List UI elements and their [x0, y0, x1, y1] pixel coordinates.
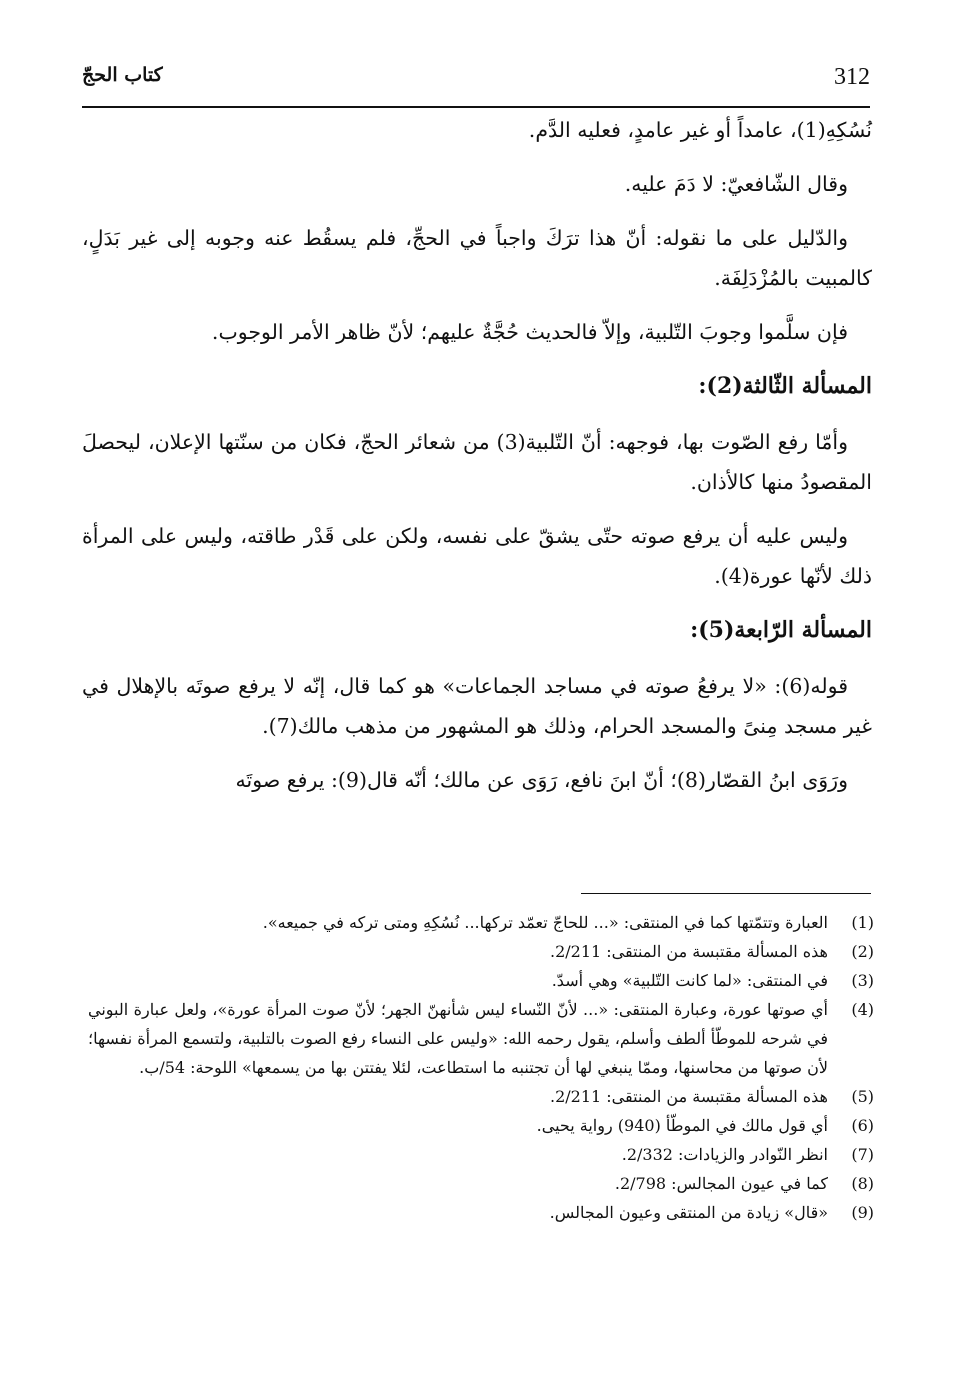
footnote	[88, 966, 878, 995]
footnote-text: كما في عيون المجالس: 2/798.	[614, 1174, 828, 1193]
footnote	[88, 1082, 878, 1111]
footnote	[88, 1198, 878, 1227]
page-number: 312	[834, 64, 870, 90]
footnote-text: أي صوتها عورة، وعبارة المنتقى: «... لأنّ النّساء ليس شأنهنّ الجهر؛ لأنّ صوت المرأة عورة»، ولعل عبارة البوني في شرحه للموطّأ ألطف وأسلم، يقول رحمه الله: «وليس على النساء رفع الصوت بالتلبية، ولتسمع المرأة نفسها؛ لأن صوتها من محاسنها، وممّا ينبغي لها أن تجتنبه ما استطاعت، لئلا يفتتن بها من يسمعها» اللوحة: 54/ب.	[88, 1000, 828, 1077]
paragraph-6: وليس عليه أن يرفع صوته حتّى يشقّ على نفسه، ولكن على قَدْر طاقته، وليس على المرأة ذلك لأنّها عورة(4).	[82, 524, 872, 588]
paragraph-2: وقال الشّافعيّ: لا دَمَ عليه.	[624, 172, 848, 196]
footnote-text: هذه المسألة مقتبسة من المنتقى: 2/211.	[550, 942, 828, 961]
main-text	[82, 110, 872, 814]
paragraph-5: وأمّا رفع الصّوت بها، فوجهه: أنّ التّلبية(3) من شعائر الحجّ، فكان من سنّتها الإعلان، ليحصلَ المقصودُ منها كالأذان.	[82, 430, 872, 494]
footnote	[88, 1111, 878, 1140]
footnote-divider	[581, 893, 871, 894]
footnote-number: (3)	[851, 971, 874, 990]
footnote-number: (8)	[851, 1174, 874, 1193]
footnote-number: (7)	[851, 1145, 874, 1164]
footnote-number: (6)	[851, 1116, 874, 1135]
footnote	[88, 1169, 878, 1198]
paragraph-7: قوله(6): «لا يرفعُ صوته في مساجد الجماعات» هو كما قال، إنّه لا يرفع صوتَه بالإهلال في غير مسجد مِنىً والمسجد الحرام، وذلك هو المشهور من مذهب مالك(7).	[82, 674, 872, 738]
footnote	[88, 995, 878, 1082]
paragraph-4: فإن سلَّموا وجوبَ التّلبية، وإلاّ فالحديث حُجَّةٌ عليهم؛ لأنّ ظاهر الأمر الوجوب.	[211, 320, 848, 344]
footnote-text: في المنتقى: «لما كانت التّلبية» وهي أسدّ.	[551, 971, 828, 990]
page-header	[82, 58, 870, 108]
section-heading-3: المسألة الثّالثة(2):	[698, 373, 872, 399]
footnote-text: أي قول مالك في الموطّأ (940) رواية يحيى.	[536, 1116, 828, 1135]
paragraph-8: ورَوَى ابنُ القصّار(8)؛ أنّ ابنَ نافع، رَوَى عن مالك؛ أنّه قال(9): يرفع صوتَه	[235, 768, 848, 792]
footnote-text: «قال» زيادة من المنتقى وعيون المجالس.	[549, 1203, 828, 1222]
footnote-text: هذه المسألة مقتبسة من المنتقى: 2/211.	[550, 1087, 828, 1106]
footnote-number: (5)	[851, 1087, 874, 1106]
footnote-text: انظر النّوادر والزيادات: 2/332.	[621, 1145, 828, 1164]
footnote	[88, 1140, 878, 1169]
footnote	[88, 937, 878, 966]
footnote	[88, 908, 878, 937]
footnote-number: (1)	[851, 913, 874, 932]
paragraph-3: والدّليل على ما نقوله: أنّ هذا ترَكَ واجباً في الحجِّ، فلم يسقُط عنه وجوبه إلى غير بَدَلٍ، كالمبيت بالمُزْدَلِفَة.	[82, 226, 872, 290]
section-heading-4: المسألة الرّابعة(5):	[690, 617, 872, 643]
running-title: كتاب الحجّ	[82, 64, 163, 86]
footnote-number: (2)	[851, 942, 874, 961]
footnote-number: (4)	[851, 1000, 874, 1019]
footnotes	[88, 908, 878, 1227]
footnote-number: (9)	[851, 1203, 874, 1222]
paragraph-1: نُسُكِهِ(1)، عامداً أو غير عامدٍ، فعليه الدَّم.	[528, 118, 872, 142]
footnote-text: العبارة وتتمّتها كما في المنتقى: «... للحاجّ تعمّد تركها... نُسُكِهِ ومتى تركه في جميعه».	[262, 913, 828, 932]
